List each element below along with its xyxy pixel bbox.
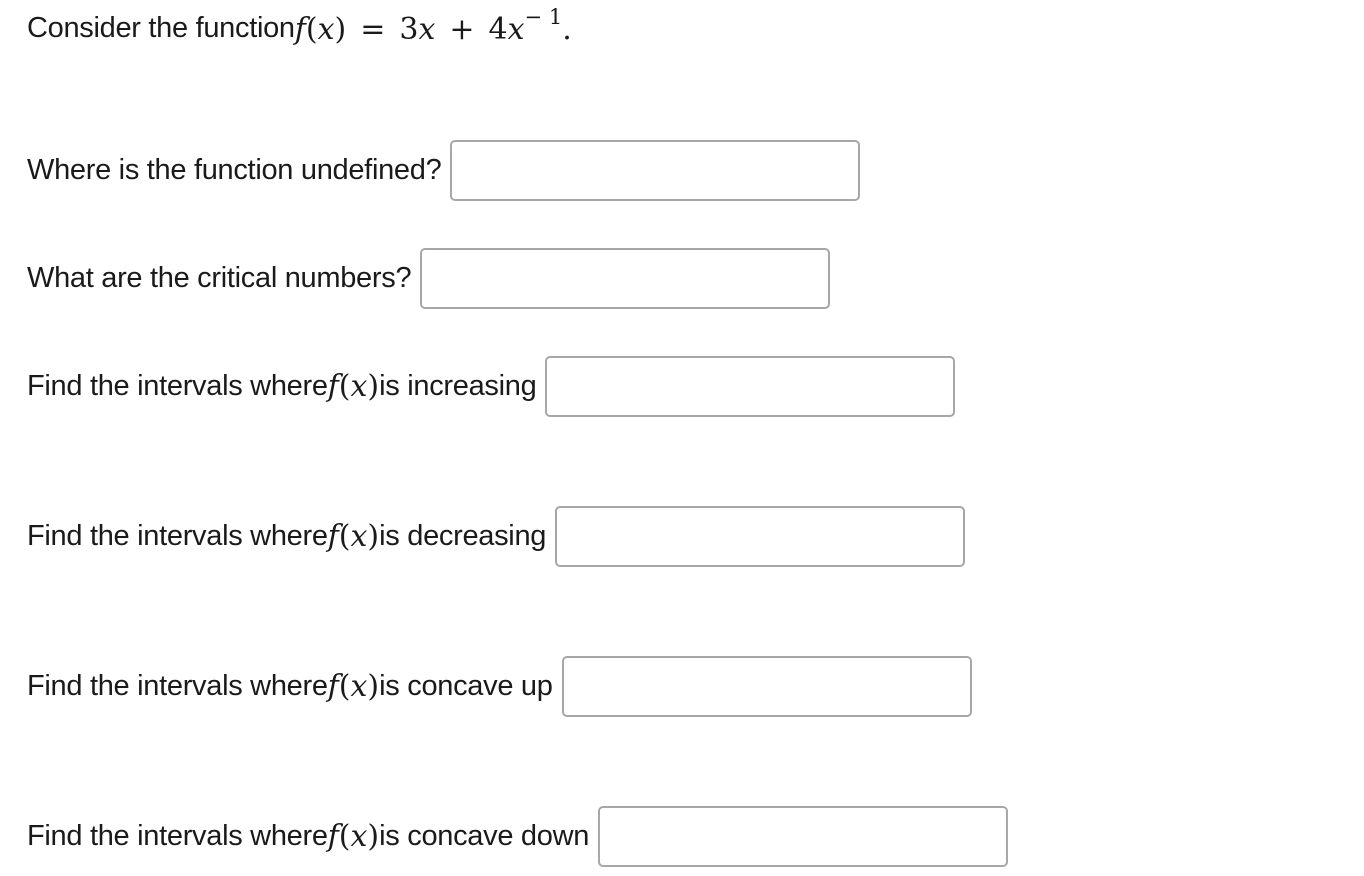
- question-label-prefix: Find the intervals where: [27, 369, 328, 402]
- question-concave-down: [27, 805, 1008, 867]
- function-symbol: f: [327, 818, 339, 854]
- question-undefined: [27, 139, 860, 201]
- increasing-intervals-input[interactable]: [545, 356, 955, 417]
- function-notation: f(x): [327, 518, 380, 554]
- function-statement: [27, 6, 572, 50]
- question-label: Where is the function undefined?: [27, 153, 442, 186]
- function-symbol: f: [294, 12, 306, 47]
- question-label-suffix: is increasing: [379, 369, 537, 402]
- function-variable: x: [350, 518, 368, 554]
- undefined-answer-input[interactable]: [450, 140, 860, 201]
- function-variable: x: [350, 668, 368, 704]
- term1-coefficient: 3: [399, 12, 419, 47]
- critical-numbers-input[interactable]: [420, 248, 830, 309]
- function-variable: x: [350, 818, 368, 854]
- question-label-prefix: Find the intervals where: [27, 669, 328, 702]
- question-increasing: [27, 355, 955, 417]
- concave-down-intervals-input[interactable]: [598, 806, 1008, 867]
- function-variable: x: [350, 368, 368, 404]
- question-label-prefix: Find the intervals where: [27, 819, 328, 852]
- question-critical-numbers: [27, 247, 830, 309]
- function-notation: f(x): [327, 368, 380, 404]
- term2-coefficient: 4: [488, 12, 508, 47]
- question-label-suffix: is concave down: [379, 819, 590, 852]
- intro-period: .: [562, 12, 572, 47]
- exponent: − 1: [524, 5, 563, 29]
- function-variable: x: [317, 12, 335, 47]
- function-symbol: f: [327, 668, 339, 704]
- intro-prefix: Consider the function: [27, 11, 295, 44]
- equals-sign: =: [360, 12, 386, 47]
- function-symbol: f: [327, 368, 339, 404]
- plus-sign: +: [449, 12, 475, 47]
- term1-variable: x: [418, 12, 436, 47]
- function-notation: f(x): [327, 668, 380, 704]
- concave-up-intervals-input[interactable]: [562, 656, 972, 717]
- question-concave-up: [27, 655, 972, 717]
- term2-variable: x: [507, 12, 525, 47]
- function-symbol: f: [327, 518, 339, 554]
- question-label-suffix: is decreasing: [379, 519, 547, 552]
- question-label-suffix: is concave up: [379, 669, 553, 702]
- function-notation: f(x): [327, 818, 380, 854]
- decreasing-intervals-input[interactable]: [555, 506, 965, 567]
- question-label: What are the critical numbers?: [27, 261, 412, 294]
- function-formula: $f(x) = 3x + 4x^{- 1}$.: [294, 5, 572, 47]
- question-decreasing: [27, 505, 965, 567]
- question-label-prefix: Find the intervals where: [27, 519, 328, 552]
